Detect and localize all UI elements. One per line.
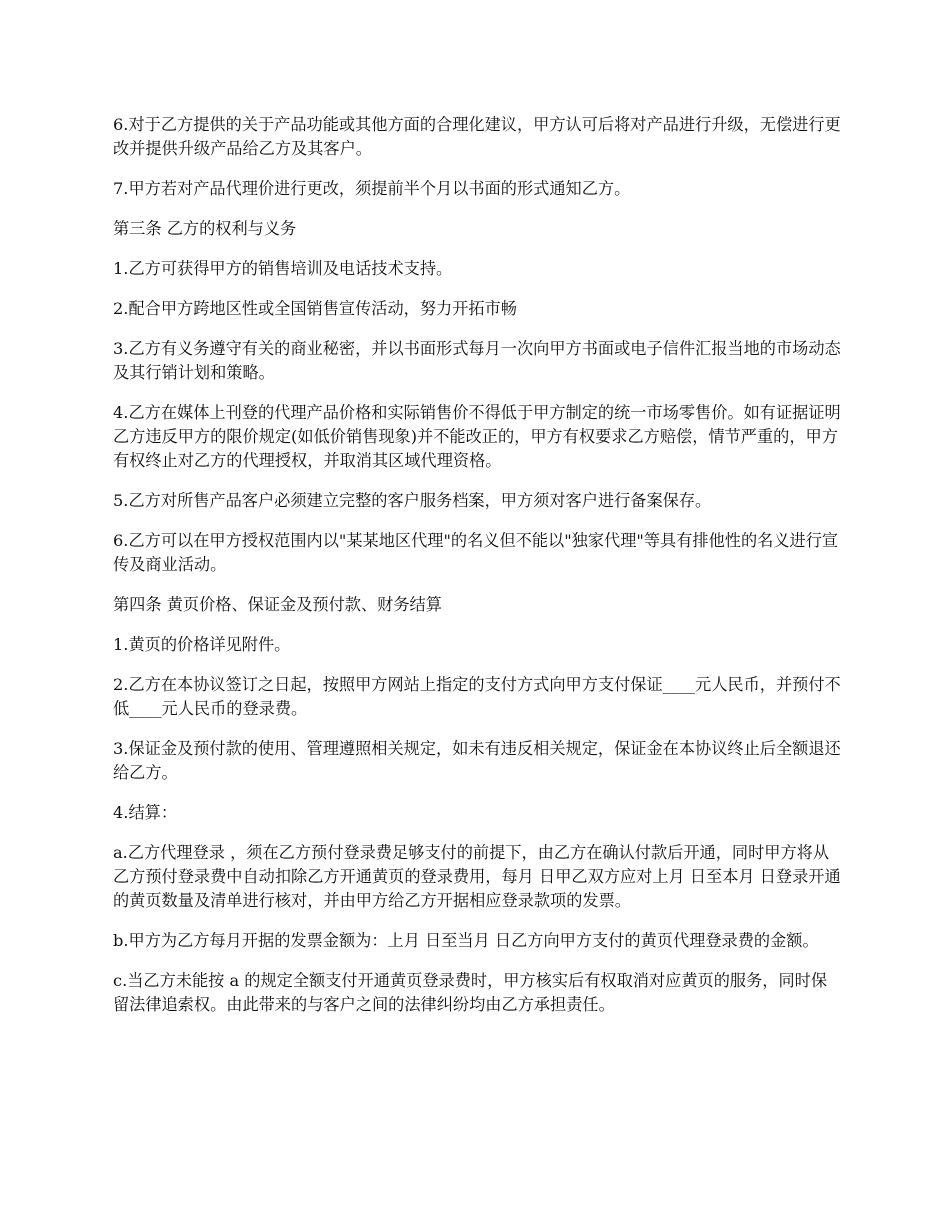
clause-4-item-2: 2.乙方在本协议签订之日起，按照甲方网站上指定的支付方式向甲方支付保证____元人民币，并预付不低____元人民币的登录费。 [113, 675, 841, 718]
article-3-heading: 第三条 乙方的权利与义务 [113, 219, 297, 238]
clause-3-item-6: 6.乙方可以在甲方授权范围内以"某某地区代理"的名义但不能以"独家代理"等具有排他性的名义进行宣传及商业活动。 [113, 531, 839, 574]
settlement-item-c: c.当乙方未能按 a 的规定全额支付开通黄页登录费时，甲方核实后有权取消对应黄页的服务，同时保留法律追索权。由此带来的与客户之间的法律纠纷均由乙方承担责任。 [113, 971, 828, 1014]
clause-4-item-1: 1.黄页的价格详见附件。 [113, 635, 291, 654]
clause-3-item-5: 5.乙方对所售产品客户必须建立完整的客户服务档案，甲方须对客户进行备案保存。 [113, 491, 712, 510]
clause-4-item-3: 3.保证金及预付款的使用、管理遵照相关规定，如未有违反相关规定，保证金在本协议终止后全额退还给乙方。 [113, 739, 841, 782]
clause-2-item-7: 7.甲方若对产品代理价进行更改，须提前半个月以书面的形式通知乙方。 [113, 179, 631, 198]
article-4-heading: 第四条 黄页价格、保证金及预付款、财务结算 [113, 595, 442, 614]
clause-3-item-4: 4.乙方在媒体上刊登的代理产品价格和实际销售价不得低于甲方制定的统一市场零售价。如有证据证明乙方违反甲方的限价规定(如低价销售现象)并不能改正的，甲方有权要求乙方赔偿，情节严重的，甲方有权终止对乙方的代理授权，并取消其区域代理资格。 [113, 403, 841, 470]
settlement-item-b: b.甲方为乙方每月开据的发票金额为：上月 日至当月 日乙方向甲方支付的黄页代理登录费的金额。 [113, 931, 819, 950]
document-page [113, 113, 841, 1033]
settlement-item-a: a.乙方代理登录 ，须在乙方预付登录费足够支付的前提下，由乙方在确认付款后开通，同时甲方将从乙方预付登录费中自动扣除乙方开通黄页的登录费用，每月 日甲乙双方应对上月 日至本月 日登录开通的黄页数量及清单进行核对，并由甲方给乙方开据相应登录款项的发票。 [113, 843, 841, 910]
clause-3-item-1: 1.乙方可获得甲方的销售培训及电话技术支持。 [113, 259, 453, 278]
clause-3-item-2: 2.配合甲方跨地区性或全国销售宣传活动，努力开拓市畅 [113, 299, 517, 318]
clause-3-item-3: 3.乙方有义务遵守有关的商业秘密，并以书面形式每月一次向甲方书面或电子信件汇报当地的市场动态及其行销计划和策略。 [113, 339, 841, 382]
clause-4-item-4: 4.结算： [113, 803, 178, 822]
clause-2-item-6: 6.对于乙方提供的关于产品功能或其他方面的合理化建议，甲方认可后将对产品进行升级，无偿进行更改并提供升级产品给乙方及其客户。 [113, 115, 841, 158]
